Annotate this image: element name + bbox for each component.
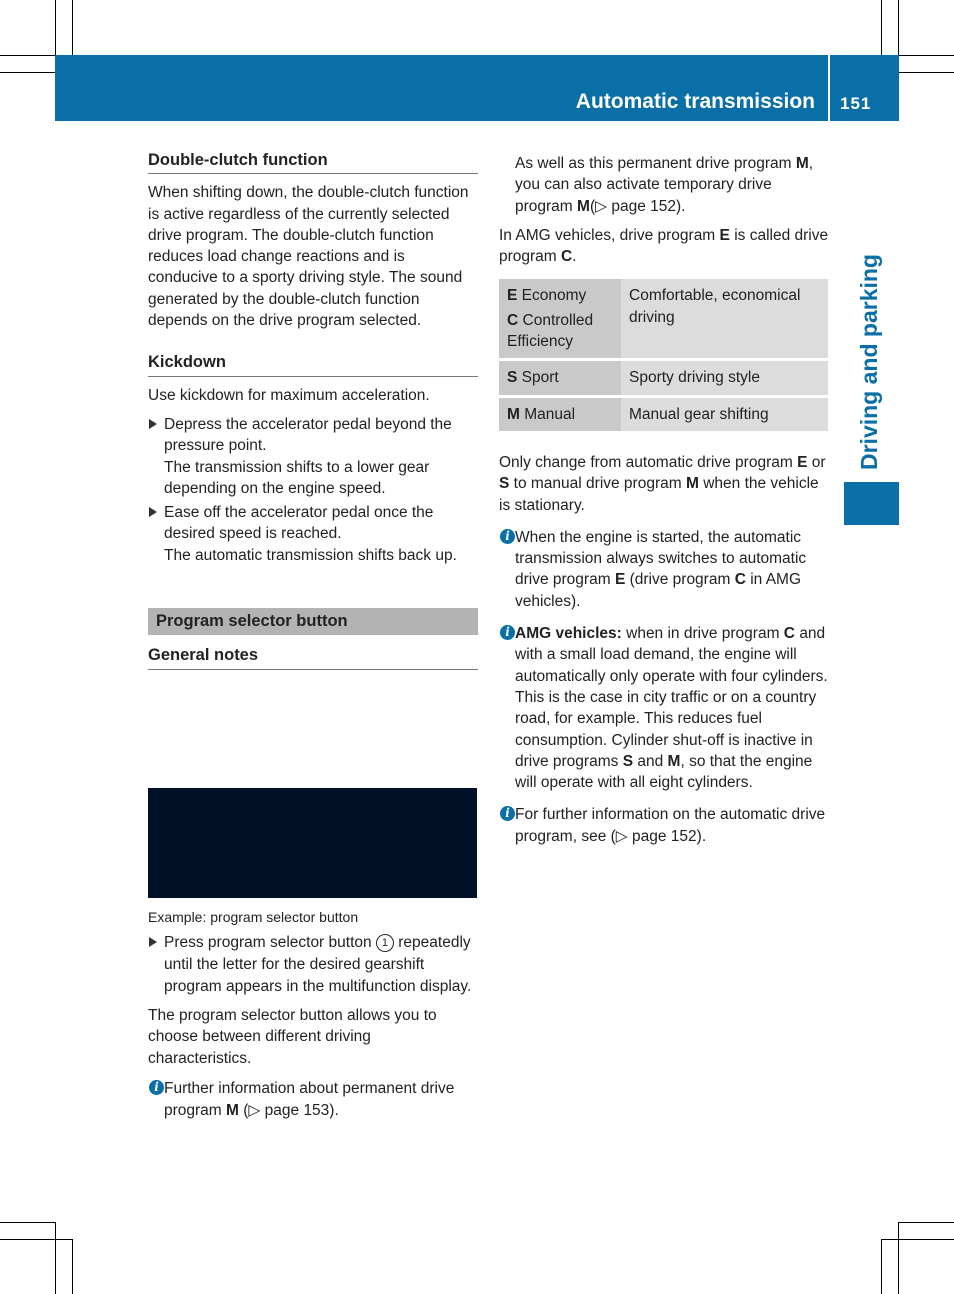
- text: when the vehicle is stationary.: [499, 475, 819, 514]
- triangle-bullet-icon: [149, 507, 157, 517]
- left-column: [148, 150, 478, 1122]
- info-text: in AMG vehicles).: [515, 571, 802, 610]
- table-cell: [499, 361, 621, 394]
- bold-text: M: [577, 197, 590, 215]
- amg-note: [499, 225, 831, 268]
- info-icon: i: [500, 529, 515, 544]
- info-text: For further information on the automatic drive program, see (▷ page 152).: [515, 806, 826, 845]
- bold-text: S: [622, 752, 634, 770]
- double-clutch-text: When shifting down, the double-clutch function is active regardless of the currently selected drive program. The double-clutch function reduces load change reactions and is conducive to a sporty driving style. The sound generated by the double-clutch function depends on the drive program selected.: [148, 184, 469, 330]
- chapter-label: Driving and parking: [856, 254, 882, 470]
- crop-mark: [882, 1239, 954, 1240]
- text: In AMG vehicles, drive program: [499, 226, 716, 244]
- program-letter: C: [507, 311, 519, 329]
- crop-mark: [898, 1222, 899, 1294]
- info-note: [499, 527, 831, 612]
- right-column: [499, 153, 831, 847]
- crop-mark: [55, 1222, 56, 1294]
- info-note: [148, 1078, 478, 1122]
- crop-mark: [72, 1239, 73, 1294]
- program-letter: S: [507, 369, 518, 387]
- bullet-text: Ease off the accelerator pedal once the desired speed is reached.: [164, 504, 434, 543]
- table-row: [499, 398, 828, 431]
- bold-text: E: [719, 226, 730, 244]
- table-cell: Sporty driving style: [621, 361, 828, 394]
- program-name: Controlled Efficiency: [507, 311, 594, 351]
- list-item: [148, 502, 478, 566]
- table-cell: [499, 279, 621, 358]
- info-icon: i: [500, 625, 515, 640]
- program-name: Sport: [517, 369, 559, 387]
- page-reference: (▷ page 153).: [243, 1101, 339, 1119]
- section-title: Program selector button: [148, 608, 478, 635]
- bullet-result: The automatic transmission shifts back up.: [164, 546, 457, 564]
- text: is called drive program: [499, 226, 829, 266]
- text: Only change from automatic drive program: [499, 453, 793, 471]
- bullet-result: The transmission shifts to a lower gear depending on the engine speed.: [164, 458, 430, 497]
- header-divider: [828, 55, 830, 121]
- info-bold: M: [226, 1101, 239, 1119]
- program-name: Manual: [519, 405, 576, 423]
- info-text: Further information about permanent drive program: [164, 1079, 455, 1119]
- bullet-text: repeatedly until the letter for the desired gearshift program appears in the multifunction display.: [164, 933, 472, 995]
- drive-program-table: [499, 276, 828, 433]
- callout-number: 1: [376, 934, 394, 952]
- chapter-tab: [844, 482, 899, 525]
- table-cell: Comfortable, economical driving: [621, 279, 828, 358]
- table-cell: Manual gear shifting: [621, 398, 828, 431]
- heading-general-notes: General notes: [148, 645, 478, 669]
- crop-mark: [0, 1239, 72, 1240]
- text: , you can also activate temporary drive program: [515, 155, 814, 215]
- bold-text: C: [783, 625, 795, 643]
- heading-double-clutch: Double-clutch function: [148, 150, 478, 174]
- change-program-note: [499, 452, 831, 516]
- crop-mark: [898, 1222, 954, 1223]
- program-name: Economy: [517, 287, 587, 305]
- bold-text: E: [614, 571, 626, 589]
- info-icon: i: [149, 1080, 164, 1095]
- text: or: [811, 453, 826, 471]
- table-cell: [499, 398, 621, 431]
- triangle-bullet-icon: [149, 419, 157, 429]
- info-note: [499, 804, 831, 847]
- program-letter: E: [507, 287, 518, 305]
- program-letter: M: [507, 405, 520, 423]
- kickdown-intro: Use kickdown for maximum acceleration.: [148, 386, 430, 404]
- bold-text: C: [561, 248, 573, 266]
- list-item: [148, 932, 478, 998]
- table-row: [499, 279, 828, 358]
- list-item: [148, 414, 478, 499]
- page-number: 151: [840, 94, 872, 113]
- text: to manual drive program: [513, 475, 682, 493]
- info-text: When the engine is started, the automatic transmission always switches to automatic drive program: [515, 528, 807, 589]
- text: As well as this permanent drive program: [515, 155, 792, 172]
- bold-text: S: [499, 475, 510, 493]
- page-reference: (▷ page 152).: [589, 197, 686, 215]
- info-icon: i: [500, 806, 515, 821]
- triangle-bullet-icon: [149, 937, 157, 947]
- info-text: when in drive program: [626, 625, 780, 643]
- temporary-program-note: [499, 153, 831, 217]
- bold-text: M: [685, 475, 699, 493]
- info-note: [499, 623, 831, 793]
- crop-mark: [0, 1222, 56, 1223]
- crop-mark: [72, 0, 73, 55]
- illustration-image: [148, 788, 477, 898]
- text: .: [572, 248, 577, 266]
- heading-kickdown: Kickdown: [148, 352, 478, 376]
- info-text: and: [637, 752, 664, 770]
- bold-text: M: [667, 752, 681, 770]
- table-row: [499, 361, 828, 394]
- bullet-text: Press program selector button: [164, 933, 372, 951]
- info-text: , so that the engine will operate with all eight cylinders.: [515, 752, 813, 792]
- selector-description: The program selector button allows you to choose between different driving characteristics.: [148, 1006, 437, 1067]
- crop-mark: [881, 0, 882, 55]
- crop-mark: [0, 55, 55, 56]
- crop-mark: [899, 55, 954, 56]
- info-text: and with a small load demand, the engine will automatically only operate with four cylinders. This is the case in city traffic or on a country road, for example. This reduces fuel consumption. Cylinder shut-off is inactive in drive programs: [515, 625, 828, 770]
- bold-text: E: [797, 453, 808, 471]
- illustration-upper: [148, 680, 478, 788]
- bold-text: AMG vehicles:: [515, 625, 622, 643]
- bold-text: C: [734, 571, 746, 589]
- image-caption: Example: program selector button: [148, 908, 359, 925]
- info-text: (drive program: [629, 571, 731, 589]
- bold-text: M: [795, 155, 809, 172]
- page-title: Automatic transmission: [575, 90, 815, 113]
- crop-mark: [881, 1239, 882, 1294]
- bullet-text: Depress the accelerator pedal beyond the pressure point.: [164, 415, 452, 455]
